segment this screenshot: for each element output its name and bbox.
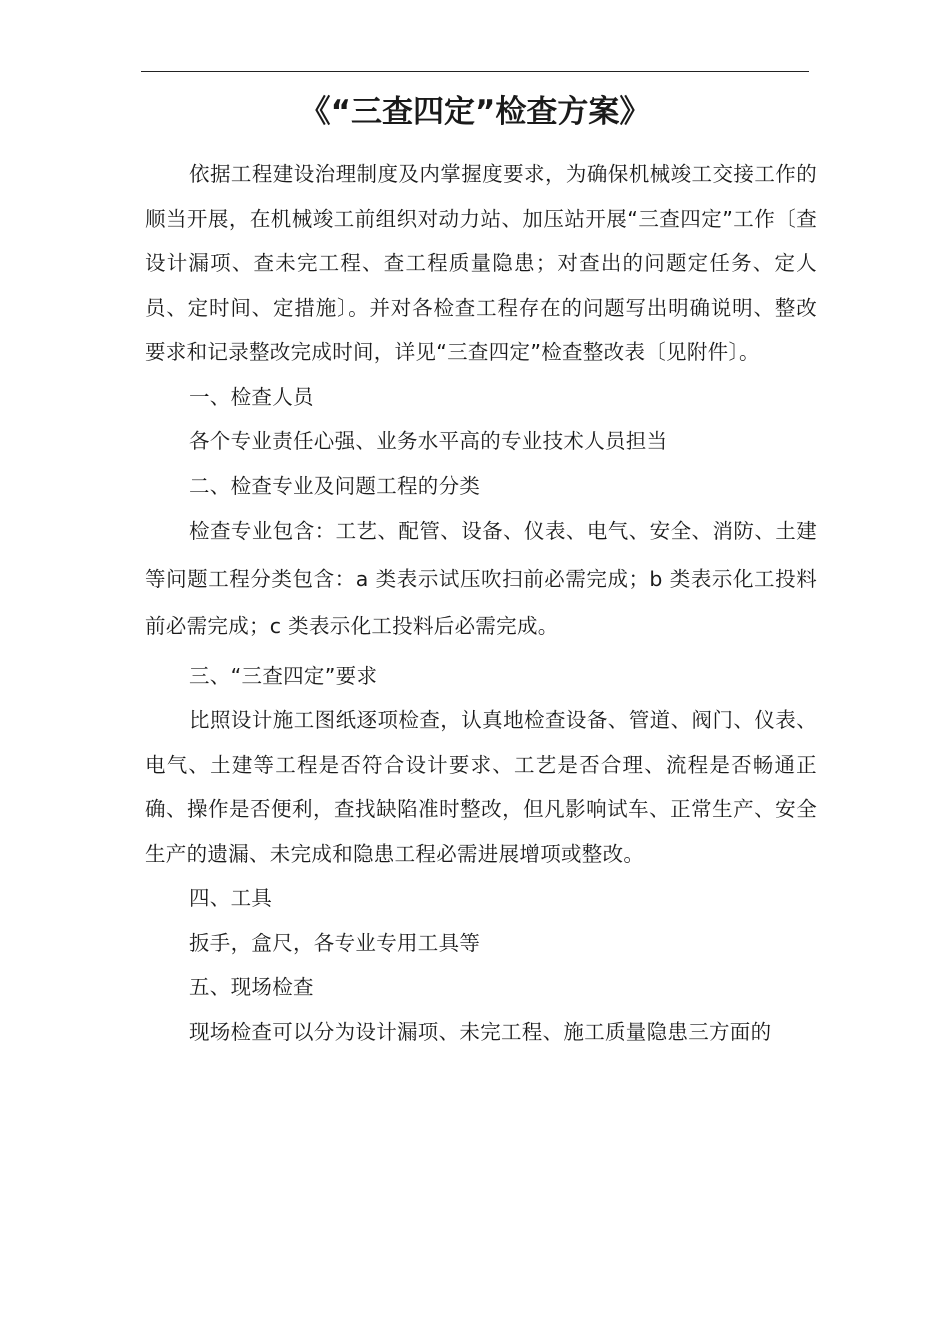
section-heading-requirements: 三、“三查四定”要求 bbox=[189, 663, 378, 688]
classification-paragraph: 检查专业包含：工艺、配管、设备、仪表、电气、安全、消防、土建等问题工程分类包含：a 类表示试压吹扫前必需完成；b 类表示化工投料前必需完成；c 类表示化工投料后必需完成。 bbox=[145, 519, 817, 638]
header-rule bbox=[141, 71, 809, 72]
inspectors-paragraph: 各个专业责任心强、业务水平高的专业技术人员担当 bbox=[189, 429, 668, 453]
requirements-paragraph: 比照设计施工图纸逐项检查，认真地检查设备、管道、阀门、仪表、电气、土建等工程是否符合设计要求、工艺是否合理、流程是否畅通正确、操作是否便利，查找缺陷准时整改，但凡影响试车、正常生产、安全生产的遗漏、未完成和隐患工程必需进展增项或整改。 bbox=[145, 708, 817, 866]
document-body bbox=[145, 152, 817, 1054]
section-heading-classification: 二、检查专业及问题工程的分类 bbox=[189, 473, 481, 498]
document-title: 《“三查四定”检查方案》 bbox=[299, 94, 651, 130]
tools-paragraph: 扳手，盒尺，各专业专用工具等 bbox=[189, 930, 481, 955]
section-heading-inspectors: 一、检查人员 bbox=[189, 384, 314, 409]
intro-paragraph: 依据工程建设治理制度及内掌握度要求，为确保机械竣工交接工作的顺当开展，在机械竣工前组织对动力站、加压站开展“三查四定”工作〔查设计漏项、查未完工程、查工程质量隐患；对查出的问题定任务、定人员、定时间、定措施〕。并对各检查工程存在的问题写出明确说明、整改要求和记录整改完成时间，详见“三查四定”检查整改表〔见附件〕。 bbox=[145, 162, 817, 364]
site-inspection-paragraph: 现场检查可以分为设计漏项、未完工程、施工质量隐患三方面的 bbox=[189, 1019, 772, 1044]
section-heading-site-inspection: 五、现场检查 bbox=[189, 975, 314, 999]
section-heading-tools: 四、工具 bbox=[189, 886, 273, 910]
